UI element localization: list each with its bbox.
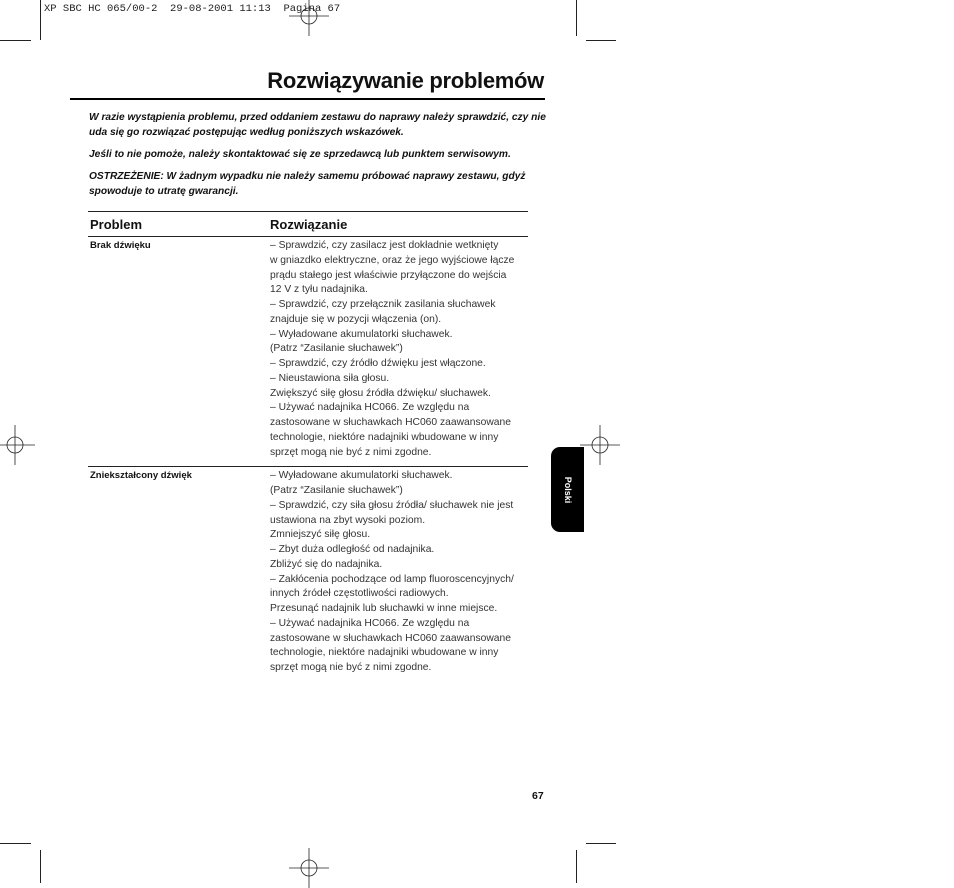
title-rule bbox=[70, 98, 545, 100]
solution-line: Zmniejszyć siłę głosu. bbox=[270, 529, 371, 541]
solution-line: zastosowane w słuchawkach HC060 zaawansowane bbox=[270, 417, 511, 428]
print-slug: XP SBC HC 065/00-2 29-08-2001 11:13 Pagina 67 bbox=[44, 3, 341, 15]
language-tab-label: Polski bbox=[562, 476, 573, 503]
language-tab bbox=[551, 447, 584, 532]
solution-line: – Sprawdzić, czy przełącznik zasilania słuchawek bbox=[270, 299, 496, 310]
column-header-solution: Rozwiązanie bbox=[270, 216, 348, 232]
solution-line: prądu stałego jest właściwie przyłączone do wejścia bbox=[270, 269, 507, 281]
solution-line: – Wyładowane akumulatorki słuchawek. bbox=[270, 470, 453, 482]
solution-line: w gniazdko elektryczne, oraz że jego wyjściowe łącze bbox=[270, 254, 515, 266]
crop-mark bbox=[586, 40, 616, 41]
solution-line: – Zakłócenia pochodzące od lamp fluoroscencyjnych/ bbox=[270, 573, 514, 585]
problem-label: Brak dźwięku bbox=[90, 240, 151, 251]
solution-line: – Wyładowane akumulatorki słuchawek. bbox=[270, 328, 453, 340]
solution-line: – Sprawdzić, czy zasilacz jest dokładnie wetknięty bbox=[270, 240, 499, 251]
solution-text bbox=[270, 469, 545, 676]
solution-line: – Sprawdzić, czy siła głosu źródła/ słuchawek nie jest bbox=[270, 499, 514, 511]
problem-label: Zniekształcony dźwięk bbox=[90, 470, 192, 482]
solution-line: 12 V z tyłu nadajnika. bbox=[270, 284, 368, 296]
column-header-problem: Problem bbox=[90, 216, 143, 232]
solution-line: – Nieustawiona siła głosu. bbox=[270, 372, 390, 384]
solution-line: (Patrz “Zasilanie słuchawek”) bbox=[270, 485, 403, 496]
solution-line: Przesunąć nadajnik lub słuchawki w inne miejsce. bbox=[270, 603, 498, 614]
solution-line: Zbliżyć się do nadajnika. bbox=[270, 558, 383, 570]
crop-mark bbox=[586, 843, 616, 844]
intro-paragraph: Jeśli to nie pomoże, należy skontaktować się ze sprzedawcą lub punktem serwisowym. bbox=[89, 149, 511, 160]
crop-mark bbox=[0, 843, 31, 844]
crop-mark bbox=[576, 850, 577, 883]
crop-mark bbox=[40, 0, 41, 40]
table-row bbox=[88, 466, 528, 682]
solution-line: sprzęt mogą nie być z nimi zgodne. bbox=[270, 446, 432, 458]
troubleshooting-table bbox=[88, 211, 528, 682]
registration-mark-icon bbox=[580, 425, 620, 465]
solution-line: ustawiona na zbyt wysoki poziom. bbox=[270, 514, 426, 526]
table-row bbox=[88, 237, 528, 466]
table-header bbox=[88, 212, 528, 237]
solution-line: – Używać nadajnika HC066. Ze względu na bbox=[270, 402, 470, 414]
crop-mark bbox=[0, 40, 31, 41]
crop-mark bbox=[576, 0, 577, 36]
intro-paragraph: W razie wystąpienia problemu, przed oddaniem zestawu do naprawy należy sprawdzić, czy nie uda się go rozwiązać postępując według poniższych wskazówek. bbox=[89, 112, 546, 138]
solution-line: – Używać nadajnika HC066. Ze względu na bbox=[270, 617, 470, 629]
solution-line: – Zbyt duża odległość od nadajnika. bbox=[270, 544, 435, 555]
solution-line: sprzęt mogą nie być z nimi zgodne. bbox=[270, 662, 432, 673]
registration-mark-icon bbox=[289, 848, 329, 888]
crop-mark bbox=[40, 850, 41, 883]
solution-text bbox=[270, 239, 545, 460]
page-title: Rozwiązywanie problemów bbox=[267, 68, 544, 93]
registration-mark-icon bbox=[0, 425, 35, 465]
solution-line: zastosowane w słuchawkach HC060 zaawansowane bbox=[270, 632, 511, 644]
solution-line: innych źródeł częstotliwości radiowych. bbox=[270, 588, 449, 600]
page-content bbox=[88, 110, 548, 682]
solution-line: – Sprawdzić, czy źródło dźwięku jest włączone. bbox=[270, 358, 486, 369]
page-number: 67 bbox=[532, 790, 544, 802]
solution-line: znajduje się w pozycji włączenia (on). bbox=[270, 313, 442, 325]
solution-line: technologie, niektóre nadajniki wbudowane w inny bbox=[270, 647, 499, 659]
warning-paragraph: OSTRZEŻENIE: W żadnym wypadku nie należy samemu próbować naprawy zestawu, gdyż spowoduje to utratę gwarancji. bbox=[89, 171, 526, 197]
solution-line: technologie, niektóre nadajniki wbudowane w inny bbox=[270, 431, 499, 443]
solution-line: Zwiększyć siłę głosu źródła dźwięku/ słuchawek. bbox=[270, 387, 491, 399]
solution-line: (Patrz “Zasilanie słuchawek”) bbox=[270, 343, 403, 355]
